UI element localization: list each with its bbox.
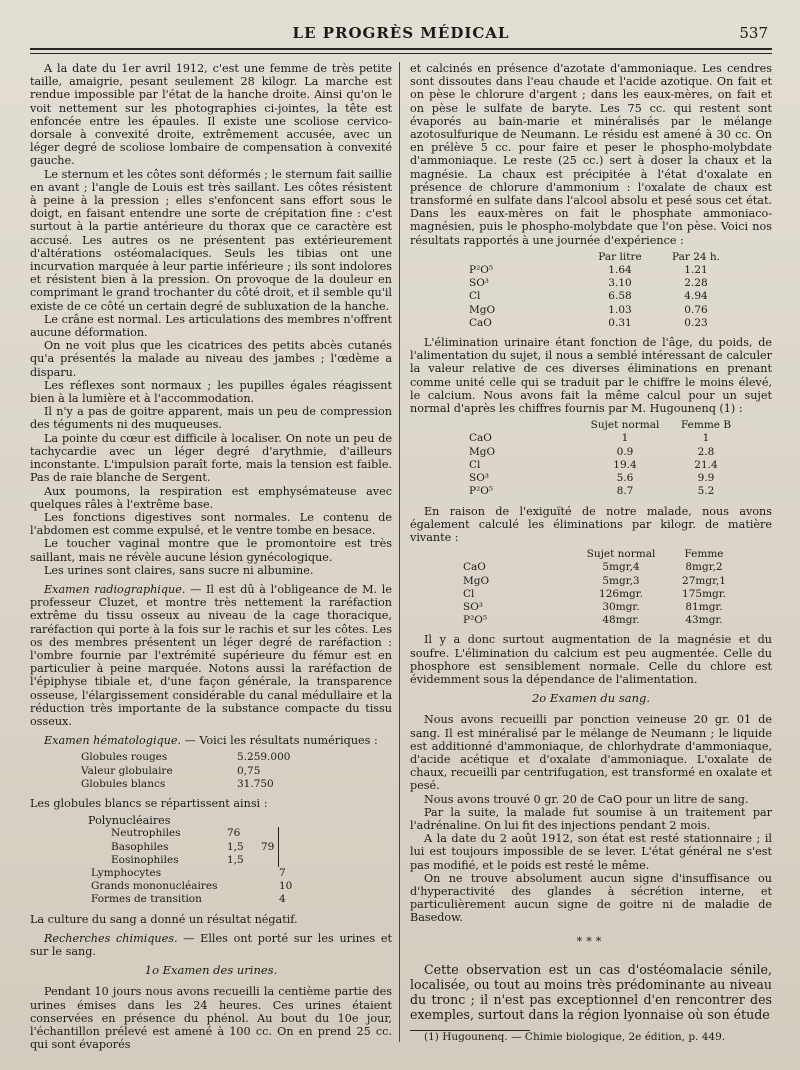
table-cell-label: Cl [469,458,481,471]
table-cell-label: Globules rouges [81,751,168,764]
table-cell-value: 7 [279,866,286,879]
page-number: 537 [739,24,768,42]
paragraph: Pendant 10 jours nous avons recueilli la centième partie des urines émises dans les 24 heures. Ces urines étaient conservées en présence du phénol. Au bout du 10e jour, l'échantillon prélevé est amené à 100 cc. On en prend 25 cc. qui sont évaporés [30,985,392,1052]
table-cell-value: 5mgr,4 [602,561,640,574]
table-cell-value: 10 [279,880,293,893]
table-cell-label: Lymphocytes [91,866,162,879]
paragraph: On ne voit plus que les cicatrices des petits abcès cutanés qu'a présentés la malade au niveau des jambes ; l'œdème a disparu. [30,339,392,379]
paragraph: Par la suite, la malade fut soumise à un traitement par l'adrénaline. On lui fit des injections pendant 2 mois. [410,805,772,832]
paragraph: Les urines sont claires, sans sucre ni albumine. [44,563,314,577]
table-cell-label: MgO [469,445,496,458]
table-cell-label: MgO [463,574,490,587]
table-row [466,317,734,330]
table-cell-label: Basophiles [111,840,169,853]
table-row [88,893,295,906]
table-cell-value: 9.9 [697,472,715,485]
paragraph: Le sternum et les côtes sont déformés ; le sternum fait saillie en avant ; l'angle de Louis est très saillant. Les côtes résistent à peine à la pression ; elles s'enfoncent sans effort sous le doigt, en faisant entendre une sorte de crépitation fine : c'est surtout à la partie antérieure du thorax que ce caractère est accusé. Les autres os ne présentent pas extérieurement d'altérations ostéomalaciques. Seuls les tibias ont une incurvation marquée à leur partie inférieure ; ils sont indolores et résistent bien à la pression. On provoque de la douleur en comprimant le grand trochanter du côté droit, et il semble qu'il existe de ce côté un certain degré de subluxation de la hanche. [30,167,392,313]
table-row [460,588,742,601]
urine-results-table [466,251,772,330]
table-row [466,485,744,498]
table-cell-value: 126mgr. [599,587,643,600]
column-divider [399,62,400,1042]
paragraph: Les réflexes sont normaux ; les pupilles égales réagissent bien à la lumière et à l'accommodation. [30,378,392,406]
column-header: Par litre [598,250,642,263]
table-cell-value: 0.9 [616,445,634,458]
column-header: Sujet normal [590,419,660,432]
paragraph: Les fonctions digestives sont normales. Le contenu de l'abdomen est comme expulsé, et le ventre tombe en besace. [30,510,392,538]
table-row [78,751,293,764]
table-cell-value: 1,5 [227,853,244,866]
chemistry-text: — Elles ont porté sur les urines et sur le sang. [30,931,392,958]
column-header: Femme [684,548,724,561]
table-cell-value: 1.03 [608,303,632,316]
table-row [460,601,742,614]
paragraph: En raison de l'exiguïté de notre malade, nous avons également calculé les éliminations par kilogr. de matière vivante : [410,504,772,544]
table-row [88,880,295,893]
paragraph: Le crâne est normal. Les articulations des membres n'offrent aucune déformation. [30,312,392,340]
column-header: Sujet normal [586,548,656,561]
paragraph: Cette observation est un cas d'ostéomalacie sénile, localisée, ou tout au moins très prédominante au niveau du tronc ; il n'est pas exceptionnel d'en rencontrer des exemples, surtout dans la région lyonnaise où son étude [410,961,772,1022]
table-cell-value: 27mgr,1 [682,574,726,587]
table-cell-label: Globules blancs [81,777,166,790]
paragraph: La pointe du cœur est difficile à localiser. On note un peu de tachycardie avec un léger degré d'arythmie, d'ailleurs inconstante. L'impulsion paraît forte, mais la tension est faible. Pas de raie blanche de Sergent. [30,431,392,485]
table-row [466,290,734,303]
paragraph: L'élimination urinaire étant fonction de l'âge, du poids, de l'alimentation du sujet, il nous a semblé intéressant de calculer la valeur relative de ces diverses éliminations en prenant comme unité celle qui se traduit par le chiffre le moins élevé, le calcium. Nous avons fait la même calcul pour un sujet normal d'après les chiffres fournis par M. Hugounenq (1) : [410,336,772,416]
urine-section-heading: 1o Examen des urines. [144,963,278,978]
asterism-star: * [595,934,606,948]
table-cell-value: 76 [227,827,241,840]
radiography-paragraph [30,583,392,728]
hematology-text: — Voici les résultats numériques : [181,734,378,748]
table-cell-value: 21.4 [694,458,718,471]
table-header-row [466,251,734,264]
column-header: Par 24 h. [671,250,720,263]
right-column [410,62,772,1042]
table-cell-value: 5.2 [697,485,715,498]
table-cell-value: 43mgr. [685,614,723,627]
hematology-paragraph [30,734,392,747]
table-cell-label: SO³ [469,472,490,485]
journal-title: LE PROGRÈS MÉDICAL [292,24,510,42]
table-cell-value: 0.31 [608,316,632,329]
table-header-row [460,548,742,561]
table-cell-value: 30mgr. [602,600,640,613]
table-cell-label: P²O⁵ [463,614,488,627]
polynuclear-label: Polynucléaires [88,814,171,828]
table-cell-label: P²O⁵ [469,264,494,277]
table-cell-value: 1 [621,432,629,445]
table-row [78,765,293,778]
white-cells-table [88,814,392,906]
table-cell-value: 1,5 [227,840,244,853]
table-cell-value: 5.6 [616,472,634,485]
paragraph: Nous avons recueilli par ponction veineuse 20 gr. 01 de sang. Il est minéralisé par le mélange de Neumann ; le liquide est additionné d'ammoniaque, de chlorhydrate d'ammoniaque, d'acide acétique et d'oxalate d'ammoniaque. L'oxalate de chaux, recueilli par centrifugation, est transformé en oxalate et pesé. [410,713,772,793]
paragraph: Aux poumons, la respiration est emphysémateuse avec quelques râles à l'extrême base. [30,484,392,511]
table-cell-value: 5.259.000 [237,751,291,764]
table-row [460,614,742,627]
table-row [460,561,742,574]
table-cell-label: Neutrophiles [111,827,181,840]
polynuclear-total: 79 [258,827,279,867]
table-cell-value: 4.94 [684,290,708,303]
table-cell-label: MgO [469,303,496,316]
table-cell-value: 175mgr. [682,587,726,600]
table-row [88,841,279,854]
table-cell-value: 0.76 [684,303,708,316]
table-cell-value: 19.4 [613,458,637,471]
paragraph: A la date du 1er avril 1912, c'est une femme de très petite taille, amaigrie, pesant seulement 28 kilogr. La marche est rendue impossible par l'état de la hanche droite. Ainsi qu'on le voit nettement sur les photographies ci-jointes, la tête est enfoncée entre les épaules. Il existe une scoliose cervico-dorsale à convexité droite, extrêmement accusée, avec un léger degré de scoliose lombaire de compensation à convexité gauche. [30,62,392,168]
table-cell-label: CaO [463,561,486,574]
table-row [88,854,279,867]
asterism-divider [410,935,772,948]
paragraph: On ne trouve absolument aucun signe d'insuffisance ou d'hyperactivité des glandes à sécrétion interne, et particulièrement aucun signe de goitre ni de maladie de Basedow. [410,871,772,925]
table-row [88,827,279,840]
paragraph: A la date du 2 août 1912, son état est resté stationnaire ; il lui est toujours impossible de se lever. L'état général ne s'est pas modifié, et le poids est resté le même. [410,832,772,872]
table-cell-value: 4 [279,893,286,906]
table-cell-value: 6.58 [608,290,632,303]
table-cell-label: SO³ [463,600,484,613]
chemistry-paragraph [30,932,392,958]
table-cell-label: Cl [469,290,481,303]
table-cell-value: 8.7 [616,485,634,498]
table-row [466,472,744,485]
table-row [466,304,734,317]
table-cell-value: 1 [702,432,710,445]
table-cell-value: 1.21 [684,264,708,277]
table-cell-value: 81mgr. [685,600,723,613]
table-cell-value: 31.750 [237,777,274,790]
table-row [88,867,295,880]
paragraph: Nous avons trouvé 0 gr. 20 de CaO pour un litre de sang. [424,792,749,806]
table-header-row [466,419,744,432]
white-cells-intro: Les globules blancs se répartissent ainsi : [30,796,268,810]
paragraph: et calcinés en présence d'azotate d'ammoniaque. Les cendres sont dissoutes dans l'eau chaude et l'acide azotique. On fait et on pèse le chlorure d'argent ; dans les eaux-mères, on fait et on pèse le sulfate de baryte. Les 75 cc. qui restent sont évaporés au bain-marie et minéralisés par le mélange azotosulfurique de Neumann. Le résidu est amené à 30 cc. On en prélève 5 cc. pour faire et peser le phospho-molybdate d'ammoniaque. Le reste (25 cc.) sert à doser la chaux et la magnésie. La chaux est précipitée à l'état d'oxalate en présence de chlorure d'ammonium : l'oxalate de chaux est transformé en sulfate dans l'alcool absolu et pesé sous cet état. Dans les eaux-mères on fait le phosphate ammoniaco-magnésien, puis le phospho-molybdate que l'on pèse. Voici nos résultats rapportés à une journée d'expérience : [410,62,772,247]
table-cell-value: 2.28 [684,277,708,290]
culture-result: La culture du sang a donné un résultat négatif. [30,912,298,926]
table-row [466,264,734,277]
footnote: (1) Hugounenq. — Chimie biologique, 2e édition, p. 449. [424,1030,726,1043]
article-columns [30,62,772,1052]
paragraph: Il n'y a pas de goitre apparent, mais un peu de compression des téguments ni des muqueuses. [30,405,392,432]
table-cell-label: P²O⁵ [469,485,494,498]
hematology-heading: Examen hématologique. [44,734,182,748]
table-cell-value: 48mgr. [602,614,640,627]
table-row [466,446,744,459]
table-cell-label: Formes de transition [91,893,202,906]
table-cell-label: Eosinophiles [111,853,179,866]
table-cell-value: 5mgr,3 [602,574,640,587]
table-row [460,575,742,588]
blood-count-table [78,751,392,791]
radiography-heading: Examen radiographique. [44,582,186,596]
table-row [466,277,734,290]
table-row [466,432,744,445]
table-row [466,459,744,472]
table-cell-label: Grands mononucléaires [91,880,218,893]
paragraph: Le toucher vaginal montre que le promontoire est très saillant, mais ne révèle aucune lésion gynécologique. [30,537,392,564]
paragraph: Il y a donc surtout augmentation de la magnésie et du soufre. L'élimination du calcium est peu augmentée. Celle du phosphore est sensiblement normale. Celle du chlore est évidemment sous la dépendance de l'alimentation. [410,633,772,686]
asterism-star: * [586,934,596,948]
table-cell-value: 8mgr,2 [685,561,723,574]
table-cell-label: CaO [469,432,492,445]
chemistry-heading: Recherches chimiques. [44,931,178,945]
per-kilogram-table [460,548,772,627]
radiography-text: — Il est dû à l'obligeance de M. le professeur Cluzet, et montre très nettement la raréfaction extrême du tissu osseux au niveau de la cage thoracique, raréfaction qui porte à la fois sur le rachis et sur les côtes. Les os des membres présentent un léger degré de raréfaction : l'ombre fournie par l'extrémité supérieure du fémur est en particulier à peine marquée. Notons aussi la raréfaction de l'épiphyse tibiale et, d'une façon générale, la transparence osseuse, l'élargissement considérable du canal médullaire et la réduction très importante de la substance compacte du tissu osseux. [30,582,392,728]
table-cell-value: 1.64 [608,264,632,277]
left-column [30,62,392,1052]
table-row [78,778,293,791]
table-cell-value: 2.8 [697,445,715,458]
column-header: Femme B [680,419,732,432]
header-rule [30,53,772,54]
blood-section-heading: 2o Examen du sang. [531,691,650,706]
table-cell-value: 0.23 [684,316,708,329]
relative-elimination-table [466,419,772,498]
table-cell-label: SO³ [469,277,490,290]
conclusion-block [410,962,772,1022]
table-cell-label: Valeur globulaire [81,764,173,777]
table-cell-value: 0,75 [237,764,261,777]
running-head [30,18,772,50]
asterism-star: * [576,934,587,948]
table-cell-value: 3.10 [608,277,632,290]
table-cell-label: Cl [463,587,475,600]
table-cell-label: CaO [469,316,492,329]
